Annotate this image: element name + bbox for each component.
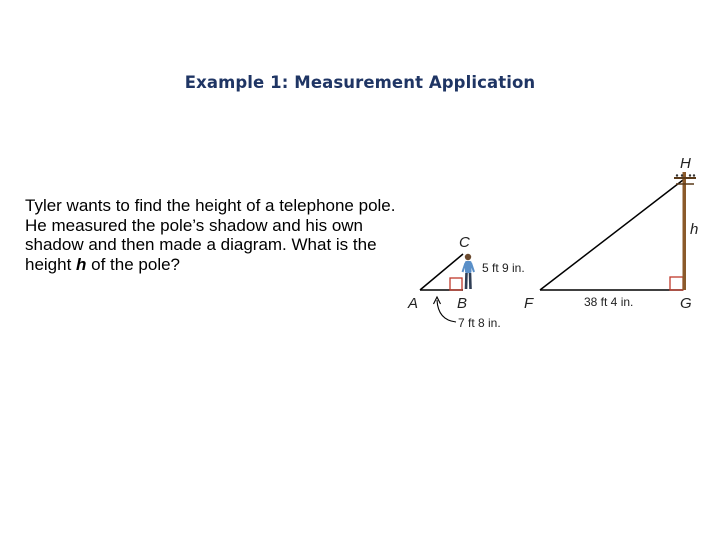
point-label-A: A xyxy=(408,295,419,312)
person-shadow-label: 7 ft 8 in. xyxy=(458,316,501,330)
point-label-B: B xyxy=(457,295,468,312)
right-angle-marker-G xyxy=(670,277,683,290)
point-label-H: H xyxy=(680,155,691,172)
pole-shadow-label: 38 ft 4 in. xyxy=(584,295,634,309)
problem-variable: h xyxy=(76,254,87,274)
slide-title: Example 1: Measurement Application xyxy=(184,73,536,92)
problem-text-end: of the pole? xyxy=(86,254,181,274)
right-angle-marker-B xyxy=(450,278,462,290)
segment-AC xyxy=(420,254,463,290)
segment-FH xyxy=(540,180,683,290)
problem-text-start: Tyler wants to find the height of a telephone pole. He measured the pole’s shadow and his own shadow and then made a diagram. What is the height xyxy=(25,196,396,274)
point-label-C: C xyxy=(459,234,470,251)
pole-height-label: h xyxy=(690,221,699,238)
person-figure xyxy=(463,254,475,289)
point-label-F: F xyxy=(524,295,534,312)
point-label-G: G xyxy=(680,295,692,312)
person-height-label: 5 ft 9 in. xyxy=(482,261,525,275)
